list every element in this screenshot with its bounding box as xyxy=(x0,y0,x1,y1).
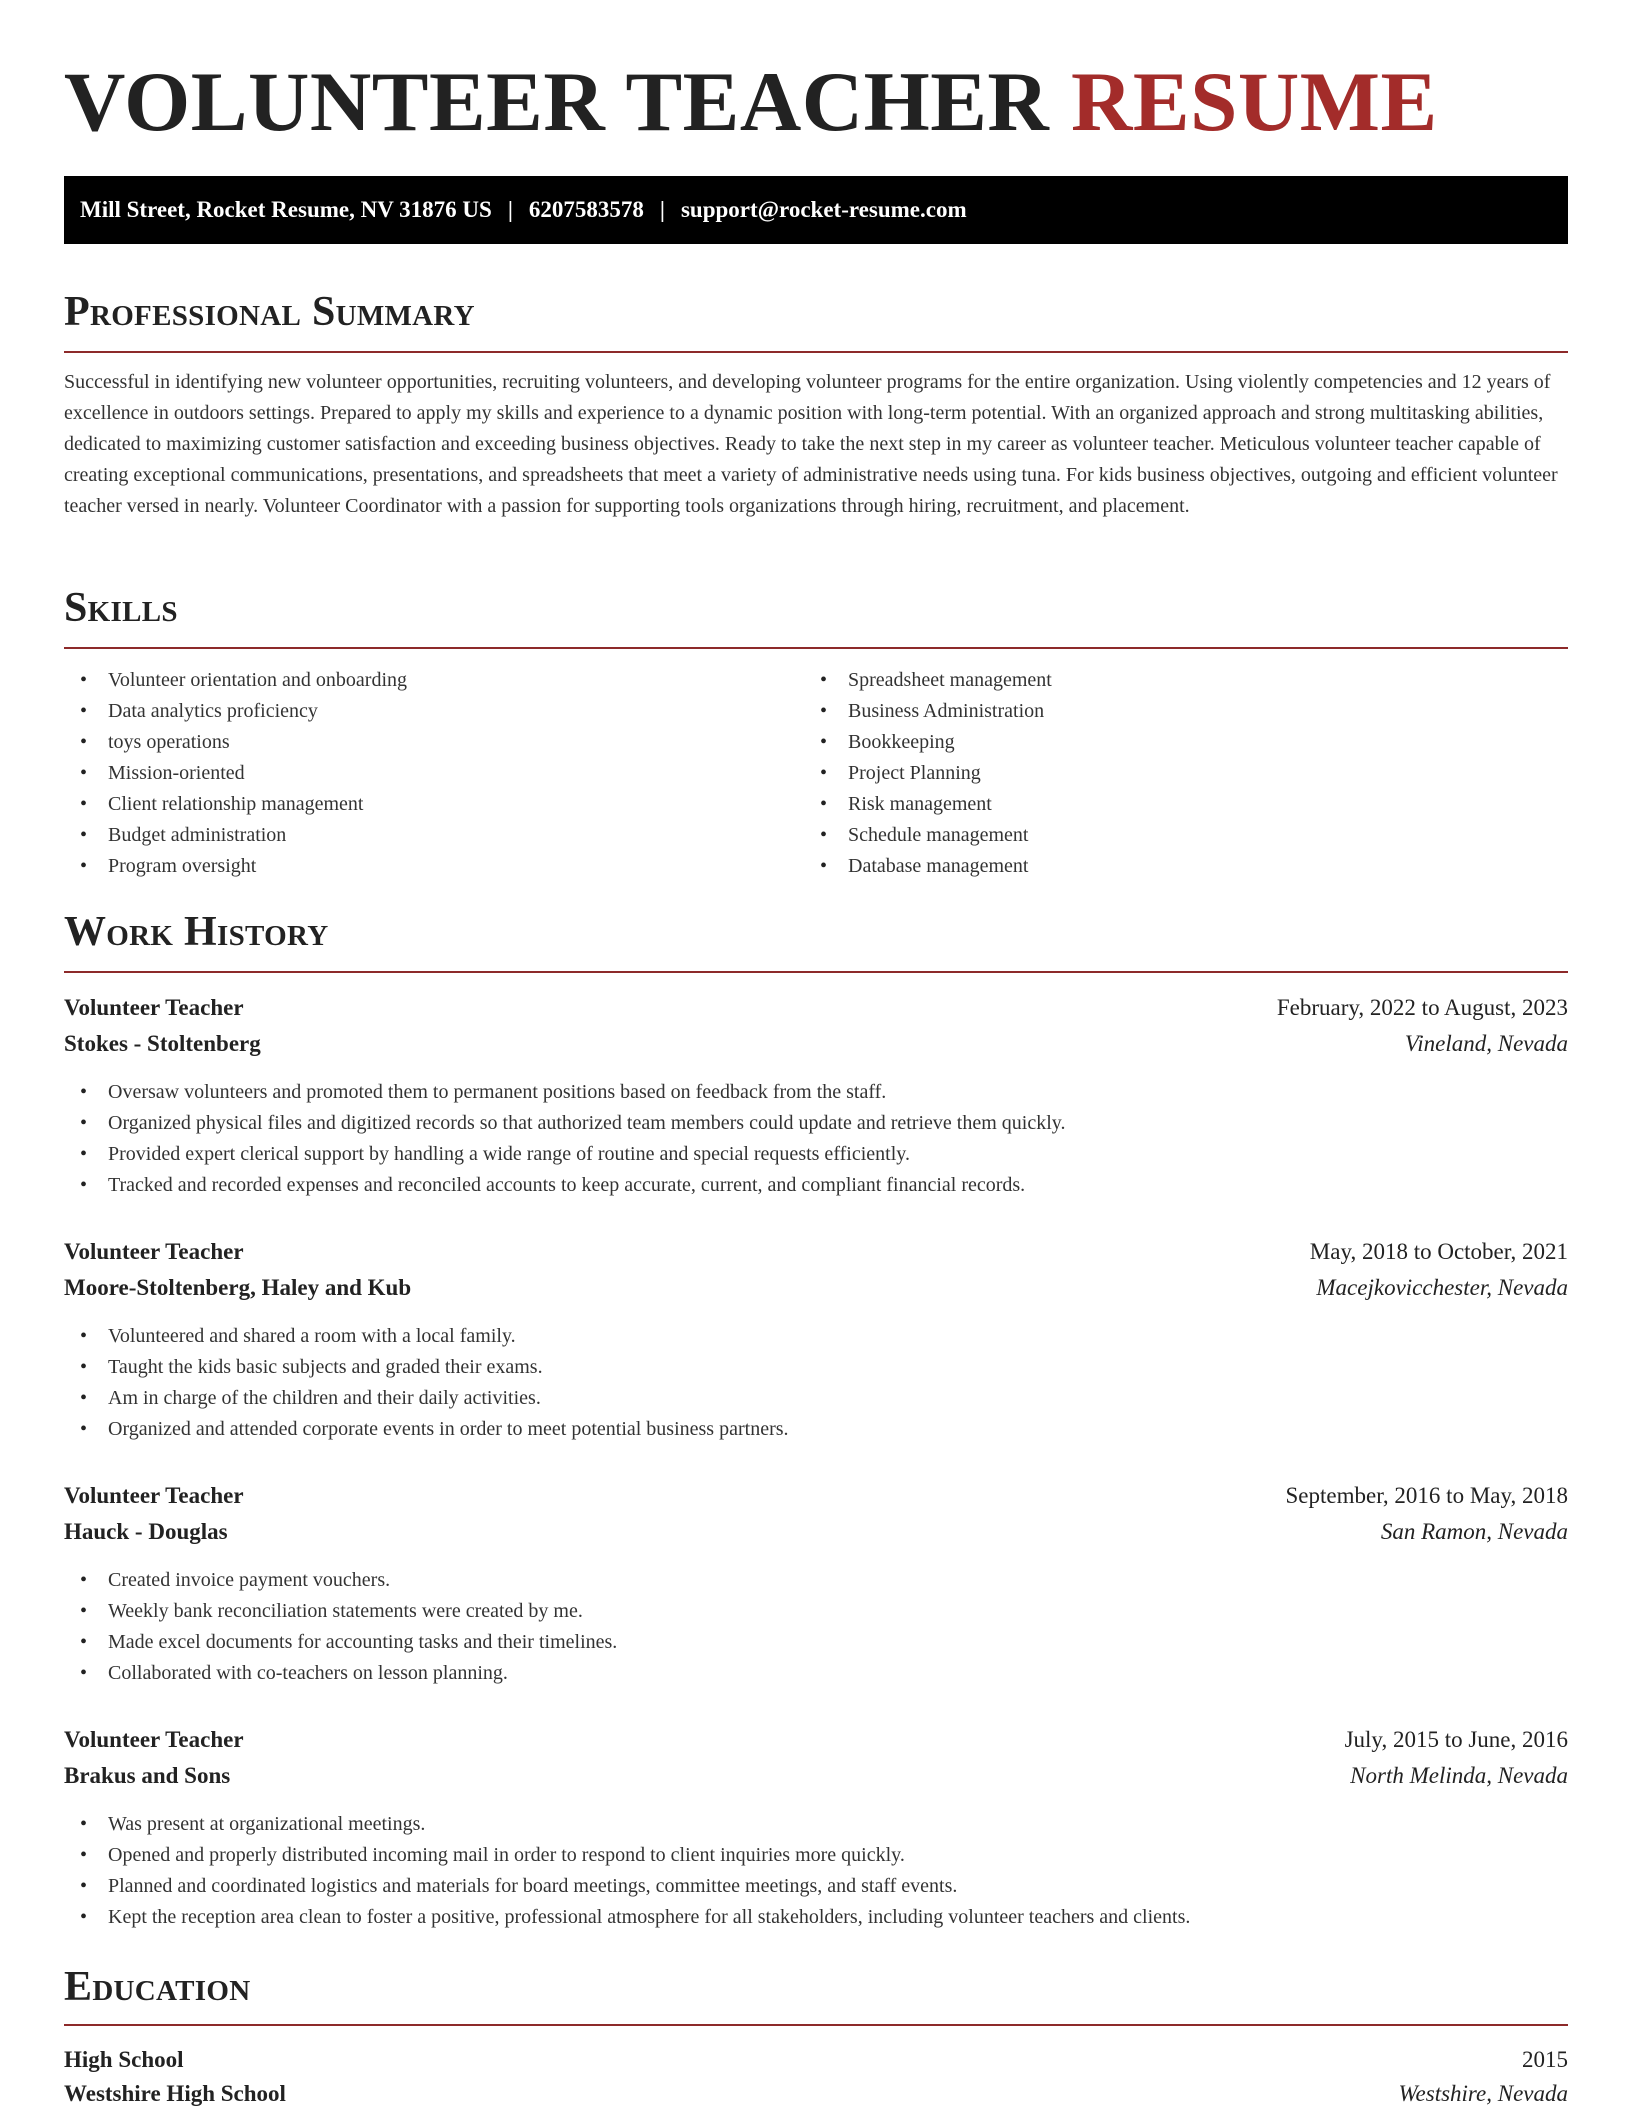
job-bullet: • Created invoice payment vouchers. xyxy=(64,1565,617,1596)
job-company-row xyxy=(64,1514,1568,1550)
job-company-row xyxy=(64,1270,1568,1306)
resume-title-accent: RESUME xyxy=(1071,55,1438,149)
job-bullet: • Taught the kids basic subjects and graded their exams. xyxy=(64,1352,789,1383)
job-bullets xyxy=(64,1321,789,1445)
job-bullet: • Oversaw volunteers and promoted them to permanent positions based on feedback from the staff. xyxy=(64,1077,1065,1108)
skills-list-right xyxy=(804,665,1052,882)
job-title-row xyxy=(64,990,1568,1026)
job-bullet: • Tracked and recorded expenses and reconciled accounts to keep accurate, current, and compliant financial records. xyxy=(64,1170,1065,1201)
summary-text: Successful in identifying new volunteer opportunities, recruiting volunteers, and developing volunteer programs for the entire organization. Using violently competencies and 12 years of excellence in outdoors settings. Prepared to apply my skills and experience to a dynamic position with long-term potential. With an organized approach and strong multitasking abilities, dedicated to maximizing customer satisfaction and exceeding business objectives. Ready to take the next step in my career as volunteer teacher. Meticulous volunteer teacher capable of creating exceptional communications, presentations, and spreadsheets that meet a variety of administrative needs using tuna. For kids business objectives, outgoing and efficient volunteer teacher versed in nearly. Volunteer Coordinator with a passion for supporting tools organizations through hiring, recruitment, and placement. xyxy=(64,371,1558,517)
work-heading: Work History xyxy=(64,909,329,955)
skills-heading: Skills xyxy=(64,585,178,631)
job-title-row xyxy=(64,1722,1568,1758)
job-company-row xyxy=(64,1026,1568,1062)
education-degree: High School xyxy=(64,2047,184,2072)
job-dates: September, 2016 to May, 2018 xyxy=(1285,1483,1568,1508)
job-bullet: • Am in charge of the children and their daily activities. xyxy=(64,1383,789,1414)
job-bullet: • Weekly bank reconciliation statements were created by me. xyxy=(64,1596,617,1627)
skill-item: • Risk management xyxy=(804,789,1052,820)
job-bullet: • Was present at organizational meetings. xyxy=(64,1809,1190,1840)
skill-item: • Budget administration xyxy=(64,820,407,851)
summary-heading: Professional Summary xyxy=(64,289,475,335)
job-bullet: • Made excel documents for accounting tasks and their timelines. xyxy=(64,1627,617,1658)
work-divider xyxy=(64,971,1568,973)
skills-divider xyxy=(64,647,1568,649)
contact-address: Mill Street, Rocket Resume, NV 31876 US xyxy=(80,197,492,222)
job-title-row xyxy=(64,1234,1568,1270)
contact-bar xyxy=(64,176,1568,244)
job-title: Volunteer Teacher xyxy=(64,1483,244,1508)
job-company-row xyxy=(64,1758,1568,1794)
education-degree-row xyxy=(64,2042,1568,2078)
job-location: Vineland, Nevada xyxy=(1404,1031,1568,1056)
job-bullet: • Organized and attended corporate events in order to meet potential business partners. xyxy=(64,1414,789,1445)
job-bullet: • Volunteered and shared a room with a local family. xyxy=(64,1321,789,1352)
skill-item: • Project Planning xyxy=(804,758,1052,789)
skill-item: • Schedule management xyxy=(804,820,1052,851)
contact-separator: | xyxy=(659,197,665,222)
job-title: Volunteer Teacher xyxy=(64,995,244,1020)
education-heading: Education xyxy=(64,1964,251,2010)
contact-phone: 6207583578 xyxy=(528,197,644,222)
job-title: Volunteer Teacher xyxy=(64,1727,244,1752)
contact-email: support@rocket-resume.com xyxy=(680,197,967,222)
skill-item: • toys operations xyxy=(64,727,407,758)
job-bullet: • Organized physical files and digitized records so that authorized team members could update and retrieve them quickly. xyxy=(64,1108,1065,1139)
education-school-row xyxy=(64,2076,1568,2112)
job-bullets xyxy=(64,1809,1190,1933)
job-location: Macejkovicchester, Nevada xyxy=(1316,1275,1568,1300)
job-title: Volunteer Teacher xyxy=(64,1239,244,1264)
job-company: Stokes - Stoltenberg xyxy=(64,1031,261,1056)
job-bullet: • Provided expert clerical support by handling a wide range of routine and special requests efficiently. xyxy=(64,1139,1065,1170)
job-bullet: • Collaborated with co-teachers on lesson planning. xyxy=(64,1658,617,1689)
job-dates: July, 2015 to June, 2016 xyxy=(1344,1727,1568,1752)
education-school: Westshire High School xyxy=(64,2081,286,2106)
skill-item: • Mission-oriented xyxy=(64,758,407,789)
resume-title-main: VOLUNTEER TEACHER xyxy=(64,55,1072,149)
job-company: Hauck - Douglas xyxy=(64,1519,228,1544)
summary-divider xyxy=(64,351,1568,353)
skill-item: • Spreadsheet management xyxy=(804,665,1052,696)
skill-item: • Client relationship management xyxy=(64,789,407,820)
job-bullet: • Kept the reception area clean to foster a positive, professional atmosphere for all stakeholders, including volunteer teachers and clients. xyxy=(64,1902,1190,1933)
contact-separator: | xyxy=(507,197,513,222)
skill-item: • Volunteer orientation and onboarding xyxy=(64,665,407,696)
job-bullet: • Opened and properly distributed incoming mail in order to respond to client inquiries more quickly. xyxy=(64,1840,1190,1871)
job-bullet: • Planned and coordinated logistics and materials for board meetings, committee meetings, and staff events. xyxy=(64,1871,1190,1902)
job-dates: May, 2018 to October, 2021 xyxy=(1309,1239,1568,1264)
resume-title xyxy=(64,52,1438,152)
education-divider xyxy=(64,2024,1568,2026)
job-location: North Melinda, Nevada xyxy=(1350,1763,1568,1788)
job-dates: February, 2022 to August, 2023 xyxy=(1276,995,1568,1020)
job-company: Brakus and Sons xyxy=(64,1763,231,1788)
skill-item: • Program oversight xyxy=(64,851,407,882)
job-title-row xyxy=(64,1478,1568,1514)
education-location: Westshire, Nevada xyxy=(1398,2081,1568,2106)
job-bullets xyxy=(64,1565,617,1689)
skill-item: • Business Administration xyxy=(804,696,1052,727)
job-bullets xyxy=(64,1077,1065,1201)
skills-list-left xyxy=(64,665,407,882)
job-location: San Ramon, Nevada xyxy=(1380,1519,1568,1544)
skill-item: • Bookkeeping xyxy=(804,727,1052,758)
education-year: 2015 xyxy=(1522,2047,1568,2072)
job-company: Moore-Stoltenberg, Haley and Kub xyxy=(64,1275,412,1300)
skill-item: • Data analytics proficiency xyxy=(64,696,407,727)
skill-item: • Database management xyxy=(804,851,1052,882)
